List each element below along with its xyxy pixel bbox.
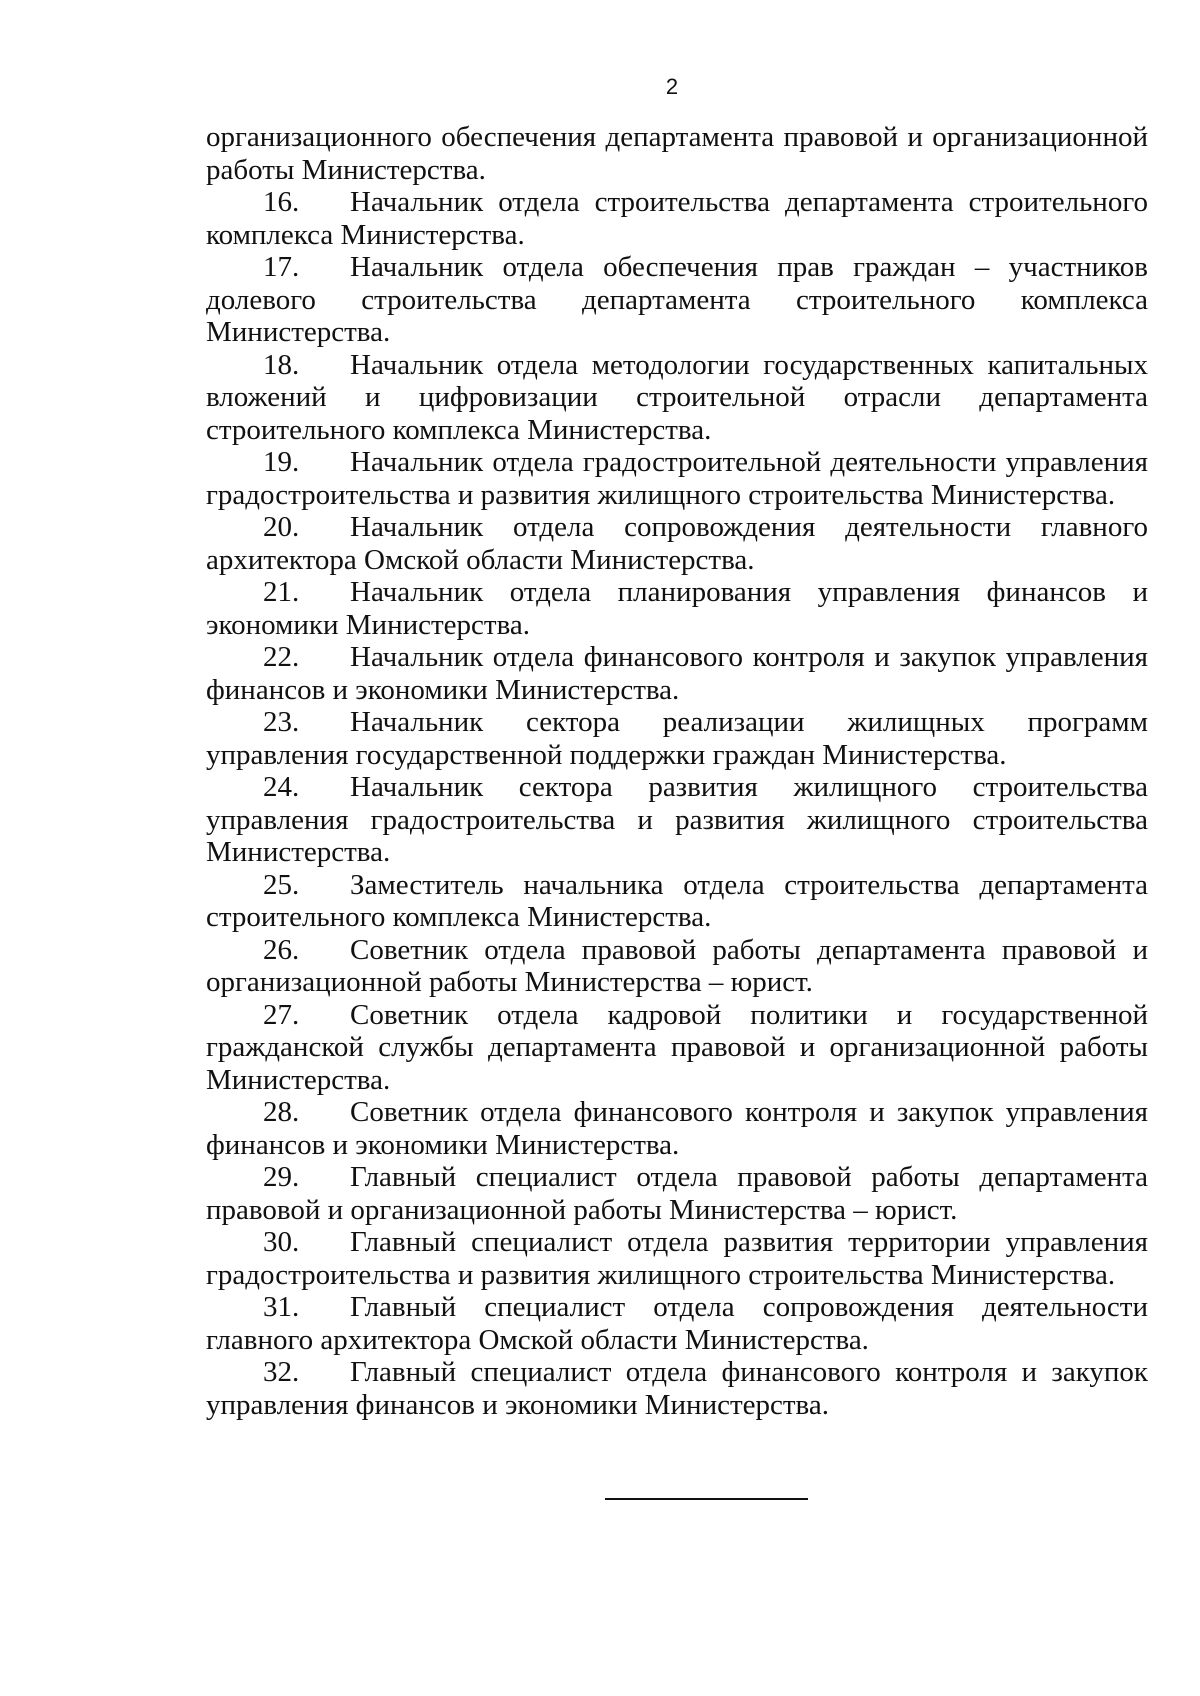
- list-item: [206, 869, 1148, 934]
- list-item: [206, 576, 1148, 641]
- list-item: [206, 999, 1148, 1097]
- list-item-text: Начальник сектора развития жилищного строительства управления градостроительства и развития жилищного строительства Министерства.: [206, 771, 1148, 868]
- document-body: [206, 121, 1148, 1421]
- list-item: [206, 186, 1148, 251]
- page-number: 2: [665, 74, 679, 99]
- list-item-text: Главный специалист отдела финансового контроля и закупок управления финансов и экономики Министерства.: [206, 1356, 1148, 1421]
- list-item-number: 26.: [263, 933, 300, 966]
- list-item-number: 23.: [263, 706, 300, 738]
- list-item-text: Начальник сектора реализации жилищных программ управления государственной поддержки граждан Министерства.: [206, 706, 1148, 771]
- list-item: [206, 349, 1148, 447]
- list-item-text: Начальник отдела планирования управления финансов и экономики Министерства.: [206, 576, 1148, 641]
- list-item-text: Советник отдела кадровой политики и государственной гражданской службы департамента правовой и организационной работы Министерства.: [206, 998, 1148, 1096]
- list-item: [206, 1291, 1148, 1356]
- list-item-number: 17.: [263, 251, 300, 283]
- end-of-list-rule: [605, 1498, 808, 1500]
- list-item-text: Главный специалист отдела правовой работы департамента правовой и организационной работы Министерства – юрист.: [206, 1161, 1148, 1226]
- list-item-number: 31.: [263, 1291, 300, 1323]
- list-item-number: 25.: [263, 868, 300, 901]
- position-list: [206, 186, 1148, 1421]
- list-item-text: Главный специалист отдела сопровождения деятельности главного архитектора Омской области Министерства.: [206, 1291, 1148, 1356]
- list-item: [206, 251, 1148, 349]
- list-item: [206, 934, 1148, 999]
- list-item-number: 18.: [263, 348, 300, 381]
- continued-paragraph: организационного обеспечения департамента правовой и организационной работы Министерства.: [206, 121, 1148, 186]
- list-item-text: Начальник отдела обеспечения прав граждан – участников долевого строительства департамента строительного комплекса Министерства.: [206, 251, 1148, 348]
- list-item: [206, 771, 1148, 869]
- list-item-number: 27.: [263, 998, 300, 1031]
- list-item-number: 21.: [263, 576, 300, 608]
- list-item-number: 24.: [263, 771, 300, 803]
- list-item-number: 20.: [263, 511, 300, 543]
- list-item-text: Начальник отдела строительства департамента строительного комплекса Министерства.: [206, 186, 1148, 251]
- list-item-text: Заместитель начальника отдела строительства департамента строительного комплекса Министерства.: [206, 868, 1148, 933]
- list-item: [206, 1161, 1148, 1226]
- list-item-text: Советник отдела финансового контроля и закупок управления финансов и экономики Министерства.: [206, 1096, 1148, 1161]
- list-item: [206, 511, 1148, 576]
- list-item-number: 19.: [263, 446, 300, 478]
- list-item: [206, 1226, 1148, 1291]
- list-item: [206, 1356, 1148, 1421]
- list-item-number: 28.: [263, 1096, 300, 1128]
- list-item: [206, 446, 1148, 511]
- list-item-number: 22.: [263, 641, 300, 673]
- list-item: [206, 641, 1148, 706]
- list-item: [206, 706, 1148, 771]
- list-item-number: 16.: [263, 186, 300, 218]
- list-item: [206, 1096, 1148, 1161]
- list-item-text: Начальник отдела сопровождения деятельности главного архитектора Омской области Министерства.: [206, 511, 1148, 576]
- list-item-text: Начальник отдела градостроительной деятельности управления градостроительства и развития жилищного строительства Министерства.: [206, 446, 1148, 511]
- list-item-text: Начальник отдела финансового контроля и закупок управления финансов и экономики Министерства.: [206, 641, 1148, 706]
- list-item-text: Советник отдела правовой работы департамента правовой и организационной работы Министерства – юрист.: [206, 933, 1148, 998]
- list-item-number: 29.: [263, 1161, 300, 1193]
- list-item-number: 32.: [263, 1356, 300, 1388]
- list-item-text: Главный специалист отдела развития территории управления градостроительства и развития жилищного строительства Министерства.: [206, 1226, 1148, 1291]
- list-item-number: 30.: [263, 1226, 300, 1258]
- list-item-text: Начальник отдела методологии государственных капитальных вложений и цифровизации строительной отрасли департамента строительного комплекса Министерства.: [206, 348, 1148, 446]
